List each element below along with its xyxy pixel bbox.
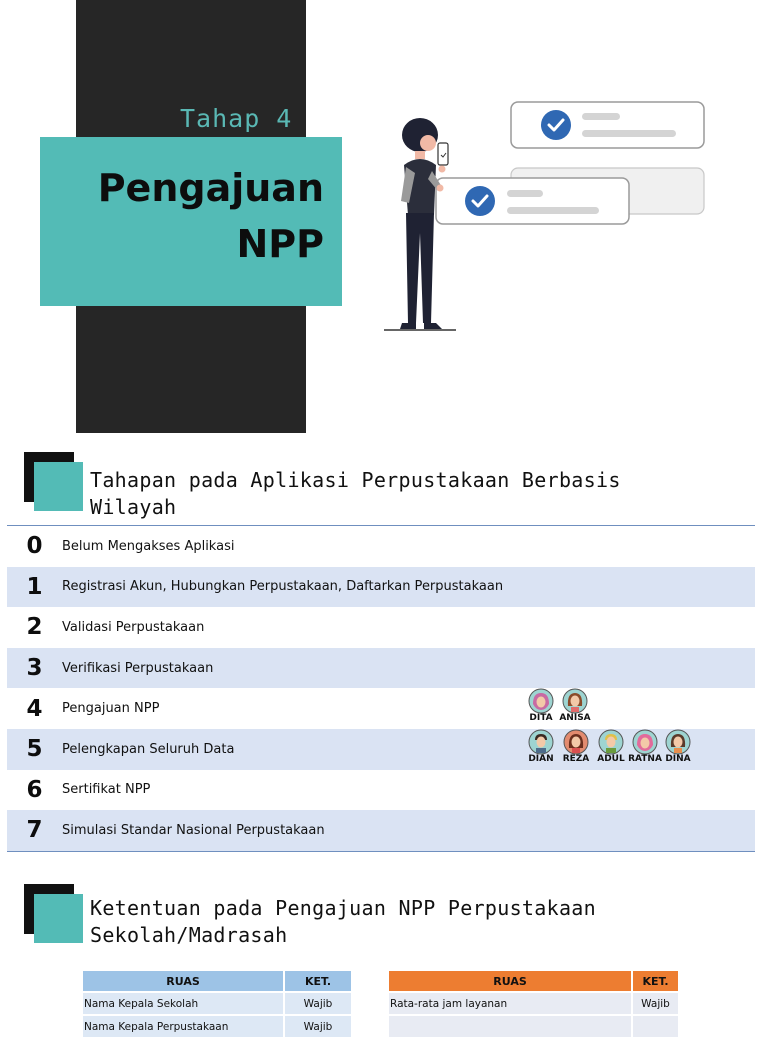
stage-label: Sertifikat NPP [62,782,151,798]
page-title-line-1: Pengajuan [97,166,324,210]
avatar-woman-hijab-icon [632,729,658,755]
avatar-anisa: ANISA [555,688,595,723]
stage-label: Tahap 4 [180,104,293,133]
avatar-woman-icon [665,729,691,755]
avatar-reza: REZA [556,729,596,764]
stage-row-2 [7,607,755,648]
stage-row-3 [7,648,755,689]
rules-table-right [389,971,680,1037]
stage-label: Belum Mengakses Aplikasi [62,538,235,554]
checklist-card-top [511,102,704,148]
column-header: KET. [284,971,352,992]
stage-label: Registrasi Akun, Hubungkan Perpustakaan, Daftarkan Perpustakaan [62,579,504,595]
stage-row-4 [7,688,755,729]
stage-row-6 [7,770,755,811]
stage-row-5 [7,729,755,770]
avatar-man-icon [598,729,624,755]
avatar-dina: DINA [658,729,698,764]
page-title-line-2: NPP [236,222,324,266]
section-stages-icon [24,452,84,512]
stage-label: Validasi Perpustakaan [62,619,205,635]
stage-number: 1 [26,573,43,600]
stage-number: 3 [26,655,43,682]
avatar-dita: DITA [521,688,561,723]
stage-row-1 [7,567,755,608]
avatar-dian: DIAN [521,729,561,764]
section-stages-title: Tahapan pada Aplikasi Perpustakaan Berbasis Wilayah [90,468,621,519]
column-header: RUAS [389,971,632,992]
stage-number: 0 [26,533,43,560]
rules-table-left [83,971,353,1037]
column-header: RUAS [83,971,284,992]
avatar-adul: ADUL [591,729,631,764]
stage-number: 4 [26,695,43,722]
avatar-woman-icon [563,729,589,755]
person-checklist-illustration [380,95,710,340]
avatar-ratna: RATNA [625,729,665,764]
avatar-woman-icon [562,688,588,714]
stage-label: Pelengkapan Seluruh Data [62,741,235,757]
table-row [389,1015,679,1037]
stage-list [7,525,755,852]
stage-label: Simulasi Standar Nasional Perpustakaan [62,822,325,838]
checklist-card-front [436,178,629,224]
stage-number: 7 [26,817,43,844]
avatar-woman-hijab-icon [528,688,554,714]
column-header: KET. [632,971,679,992]
stage-number: 2 [26,614,43,641]
table-row: Rata-rata jam layanan Wajib [389,992,679,1015]
stage-number: 5 [26,736,43,763]
page-title [40,160,324,272]
stage-label: Pengajuan NPP [62,701,160,717]
stage-number: 6 [26,776,43,803]
stage-row-7 [7,810,755,851]
stage-label: Verifikasi Perpustakaan [62,660,214,676]
section-rules-title: Ketentuan pada Pengajuan NPP Perpustakaan Sekolah/Madrasah [90,896,596,947]
avatar-man-icon [528,729,554,755]
table-row: Nama Kepala Perpustakaan Wajib [83,1015,352,1037]
stage-row-0 [7,526,755,567]
section-rules-icon [24,884,84,944]
table-row: Nama Kepala Sekolah Wajib [83,992,352,1015]
